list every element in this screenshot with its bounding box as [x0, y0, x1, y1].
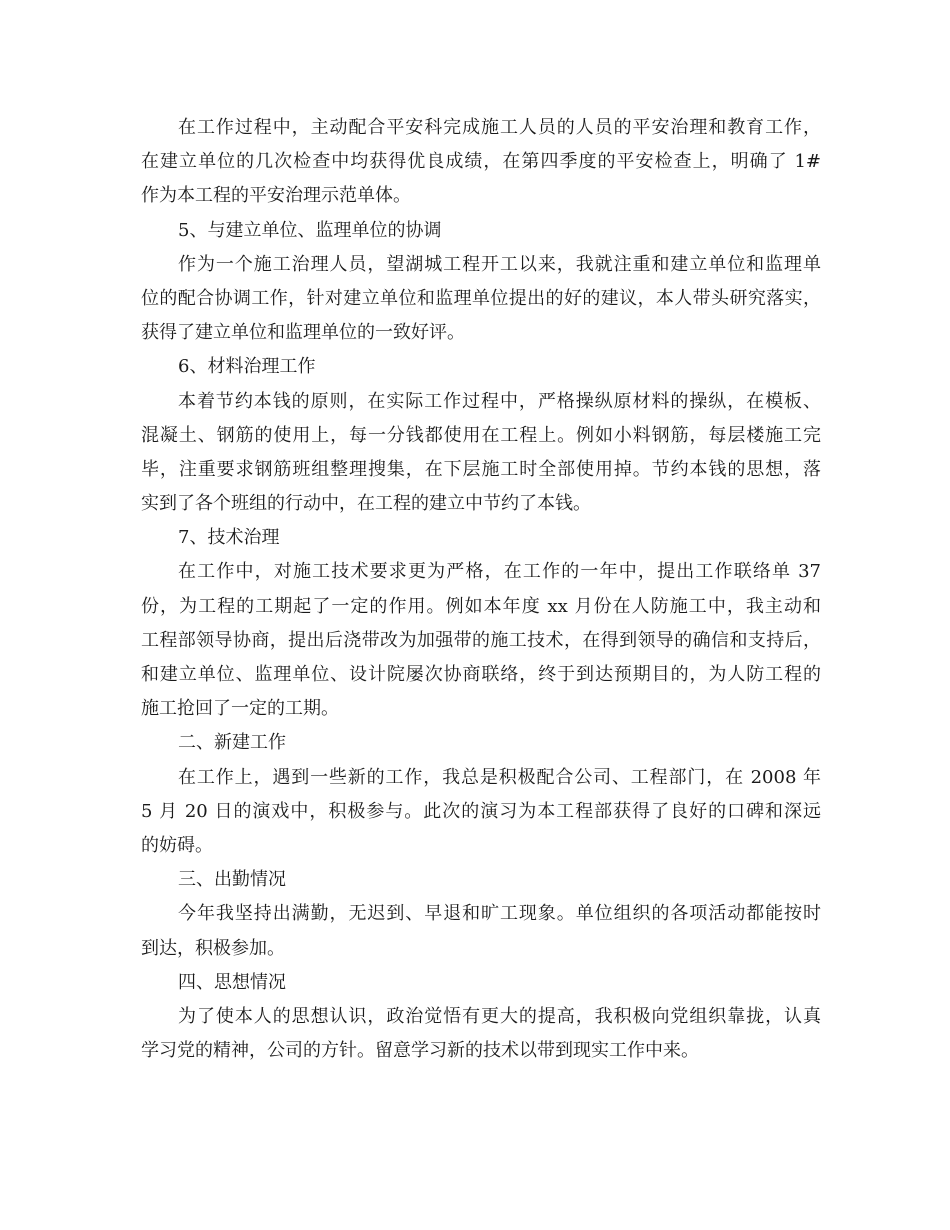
paragraph-line: 的妨碍。 [141, 834, 213, 856]
paragraph-line: 施工抢回了一定的工期。 [141, 698, 339, 720]
paragraph-line: 5 月 20 日的演戏中，积极参与。此次的演习为本工程部获得了良好的口碑和深远 [141, 800, 821, 822]
section-heading [141, 863, 821, 897]
section-heading [141, 521, 821, 555]
paragraph [141, 111, 821, 214]
heading-text: 6、材料治理工作 [178, 356, 316, 378]
section-heading [141, 350, 821, 384]
paragraph-line: 毕，注重要求钢筋班组整理搜集，在下层施工时全部使用掉。节约本钱的思想，落 [141, 458, 821, 480]
paragraph-line: 在工作上，遇到一些新的工作，我总是积极配合公司、工程部门，在 2008 年 [178, 766, 821, 788]
paragraph [141, 1000, 821, 1068]
section-heading [141, 726, 821, 760]
paragraph-line: 位的配合协调工作，针对建立单位和监理单位提出的好的建议，本人带头研究落实， [141, 287, 821, 309]
paragraph-line: 为了使本人的思想认识，政治觉悟有更大的提高，我积极向党组织靠拢，认真 [178, 1005, 821, 1027]
paragraph-line: 在工作中，对施工技术要求更为严格，在工作的一年中，提出工作联络单 37 [178, 561, 821, 583]
document-body [141, 111, 821, 1068]
paragraph-line: 到达，积极参加。 [141, 937, 285, 959]
heading-text: 5、与建立单位、监理单位的协调 [178, 219, 442, 241]
paragraph-line: 今年我坚持出满勤，无迟到、早退和旷工现象。单位组织的各项活动都能按时 [178, 903, 821, 925]
paragraph-line: 实到了各个班组的行动中，在工程的建立中节约了本钱。 [141, 493, 591, 515]
paragraph-line: 本着节约本钱的原则，在实际工作过程中，严格操纵原材料的操纵，在模板、 [178, 390, 821, 412]
paragraph-line: 份，为工程的工期起了一定的作用。例如本年度 xx 月份在人防施工中，我主动和 [141, 595, 821, 617]
paragraph-line: 学习党的精神，公司的方针。留意学习新的技术以带到现实工作中来。 [141, 1040, 699, 1062]
section-heading [141, 214, 821, 248]
paragraph [141, 385, 821, 522]
paragraph-line: 在建立单位的几次检查中均获得优良成绩，在第四季度的平安检查上，明确了 1# [141, 151, 821, 173]
paragraph-line: 作为一个施工治理人员，望湖城工程开工以来，我就注重和建立单位和监理单 [178, 253, 821, 275]
paragraph-line: 获得了建立单位和监理单位的一致好评。 [141, 322, 465, 344]
paragraph-line: 作为本工程的平安治理示范单体。 [141, 185, 411, 207]
heading-text: 7、技术治理 [178, 527, 280, 549]
paragraph [141, 897, 821, 965]
paragraph-line: 工程部领导协商，提出后浇带改为加强带的施工技术，在得到领导的确信和支持后， [141, 629, 821, 651]
heading-text: 二、新建工作 [178, 732, 286, 754]
heading-text: 四、思想情况 [178, 971, 286, 993]
section-heading [141, 966, 821, 1000]
paragraph-line: 混凝土、钢筋的使用上，每一分钱都使用在工程上。例如小料钢筋，每层楼施工完 [141, 424, 821, 446]
paragraph-line: 在工作过程中，主动配合平安科完成施工人员的人员的平安治理和教育工作， [178, 117, 821, 138]
heading-text: 三、出勤情况 [178, 869, 286, 891]
paragraph [141, 555, 821, 726]
paragraph [141, 761, 821, 864]
paragraph [141, 248, 821, 351]
paragraph-line: 和建立单位、监理单位、设计院屡次协商联络，终于到达预期目的，为人防工程的 [141, 664, 821, 685]
